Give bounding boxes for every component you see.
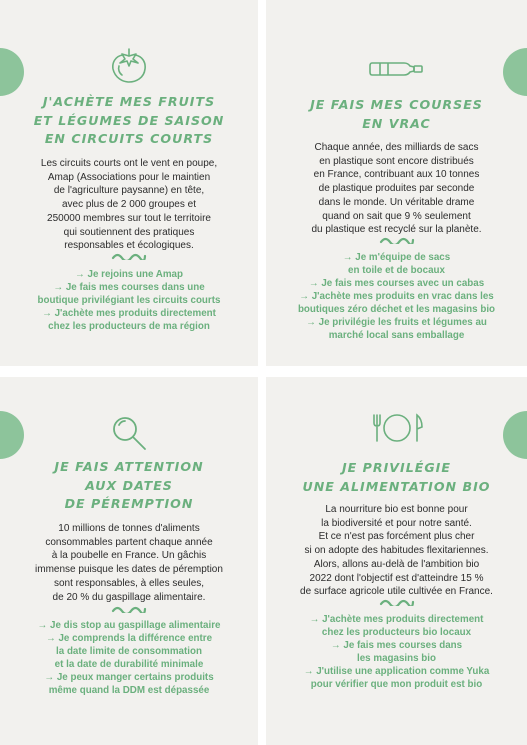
bottle-icon	[368, 58, 426, 80]
card-actions: → Je m'équipe de sacs en toile et de bocaux → Je fais mes courses avec un cabas → J'achète mes produits en vrac dans les boutiques zéro déchet et les magasins bio → Je privilégie les fruits et légumes au marché local sans emballage	[297, 252, 496, 341]
wave-divider	[111, 605, 147, 613]
card-bulk	[266, 0, 527, 366]
decorative-dot	[0, 48, 24, 96]
wave-divider	[379, 598, 415, 606]
card-title: JE FAIS ATTENTION AUX DATES DE PÉREMPTION	[54, 459, 204, 511]
card-title: JE FAIS MES COURSES EN VRAC	[310, 97, 483, 131]
magnifier-icon	[109, 413, 149, 453]
card-title: JE PRIVILÉGIE UNE ALIMENTATION BIO	[302, 460, 491, 494]
card-body: La nourriture bio est bonne pour la biodiversité et pour notre santé. Et ce n'est pas forcément plus cher si on adopte des habitudes flexitariennes. Alors, allons au-delà de l'ambition bio 2022 dont l'objectif est d'atteindre 15 % de surface agricole utile cultivée en France.	[300, 504, 493, 598]
card-title: J'ACHÈTE MES FRUITS ET LÉGUMES DE SAISON EN CIRCUITS COURTS	[33, 94, 225, 146]
card-actions: → J'achète mes produits directement chez les producteurs bio locaux → Je fais mes courses dans les magasins bio → J'utilise une application comme Yuka pour vérifier que mon produit est bio	[303, 614, 490, 690]
card-organic	[266, 377, 527, 745]
card-body: 10 millions de tonnes d'aliments consommables partent chaque année à la poubelle en France. Un gâchis immense puisque les dates de péremption sont responsables, à elles seules, de 20 % du gaspillage alimentaire.	[35, 523, 223, 603]
card-expiry	[0, 377, 258, 745]
tomato-icon	[109, 46, 149, 84]
decorative-dot	[0, 411, 24, 459]
decorative-dot	[503, 411, 527, 459]
card-actions: → Je rejoins une Amap → Je fais mes courses dans une boutique privilégiant les circuits courts → J'achète mes produits directement chez les producteurs de ma région	[37, 269, 221, 332]
card-body: Chaque année, des milliards de sacs en plastique sont encore distribués en France, contribuant aux 10 tonnes de plastique produites par seconde dans le monde. Un véritable drame quand on sait que 9 % seulement du plastique est recyclé sur la planète.	[311, 142, 482, 236]
card-actions: → Je dis stop au gaspillage alimentaire → Je comprends la différence entre la date limite de consommation et la date de durabilité minimale → Je peux manger certains produits même quand la DDM est dépassée	[37, 620, 221, 696]
card-seasonal	[0, 0, 258, 366]
decorative-dot	[503, 48, 527, 96]
plate-cutlery-icon	[368, 410, 426, 446]
wave-divider	[111, 252, 147, 260]
card-body: Les circuits courts ont le vent en poupe, Amap (Associations pour le maintien de l'agriculture paysanne) en tête, avec plus de 2 000 groupes et 250000 membres sur tout le territoire qui soutiennent des pratiques responsables et écologiques.	[40, 158, 218, 252]
wave-divider	[379, 236, 415, 244]
